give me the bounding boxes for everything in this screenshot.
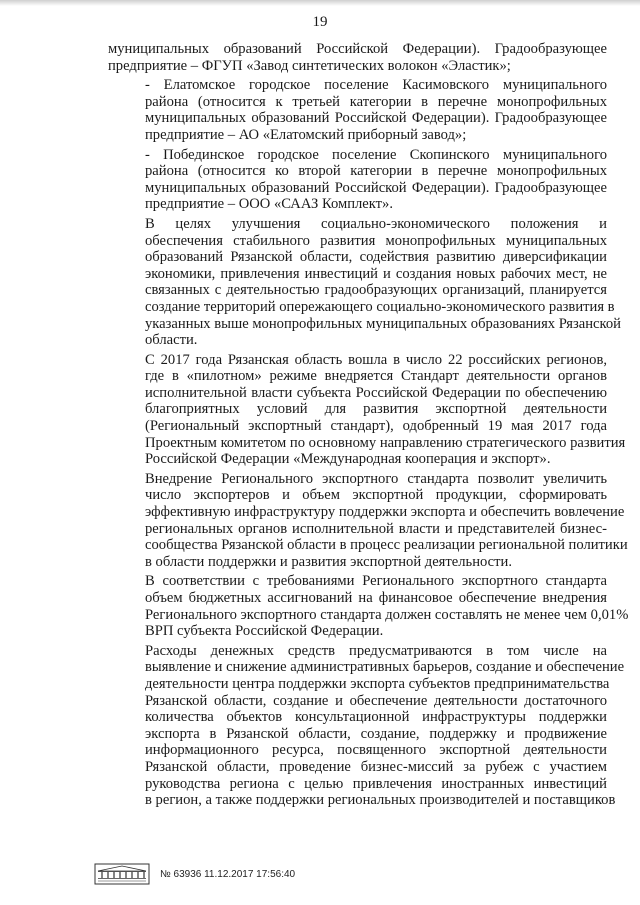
- text-line: (Региональный экспортный стандарт), одобренный 19 мая 2017 года: [145, 418, 607, 435]
- text-line: число экспортеров и объем экспортной продукции, сформировать: [145, 487, 607, 504]
- text-line: В соответствии с требованиями Регионального экспортного стандарта: [145, 573, 607, 590]
- text-line: создание территорий опережающего социально-экономического развития в: [145, 298, 615, 315]
- text-line: информационного ресурса, посвященного экспортной деятельности: [145, 742, 607, 759]
- text-line: деятельности центра поддержки экспорта субъектов предпринимательства: [145, 675, 610, 692]
- text-line: указанных выше монопрофильных муниципальных образованиях Рязанской: [145, 315, 621, 332]
- text-line: в области поддержки и развития экспортной деятельности.: [145, 553, 512, 570]
- text-line: исполнительной власти субъекта Российской Федерации по обеспечению: [145, 384, 607, 401]
- paragraph: [108, 573, 629, 640]
- page-top-edge: [0, 0, 640, 6]
- document-body: [108, 41, 629, 809]
- text-line: обеспечения стабильного развития монопрофильных муниципальных: [145, 232, 607, 249]
- document-footer: [94, 862, 295, 886]
- text-line: связанных с деятельностью градообразующих организаций, планируется: [145, 282, 607, 299]
- text-line: Расходы денежных средств предусматриваются в том числе на: [145, 642, 607, 659]
- text-line: образований Рязанской области, содействия развитию диверсификации: [145, 249, 607, 266]
- paragraph: [108, 77, 607, 143]
- text-line: сообщества Рязанской области в процесс реализации региональной политики: [145, 537, 628, 554]
- text-line: в регион, а также поддержки региональных производителей и поставщиков: [145, 792, 616, 809]
- text-line: Внедрение Регионального экспортного стандарта позволит увеличить: [145, 470, 607, 487]
- document-id: № 63936 11.12.2017 17:56:40: [160, 868, 296, 880]
- text-line: экономики, привлечения инвестиций и создания новых рабочих мест, не: [145, 265, 607, 282]
- text-line: выявление и снижение административных барьеров, создание и обеспечение: [145, 659, 625, 676]
- text-line: - Побединское городское поселение Скопинского муниципального: [145, 146, 607, 163]
- paragraph: [108, 215, 621, 349]
- text-line: муниципальных образований Российской Федерации). Градообразующее: [145, 179, 607, 196]
- paragraph: [108, 147, 607, 213]
- text-line: Российской Федерации «Международная кооперация и экспорт».: [145, 451, 551, 468]
- text-line: С 2017 года Рязанская область вошла в число 22 российских регионов,: [145, 351, 607, 368]
- text-line: Рязанской области, проведение бизнес-миссий за рубеж с участием: [145, 758, 607, 775]
- text-line: экспорта в Рязанской области, создание, поддержку и продвижение: [145, 725, 607, 742]
- text-line: эффективную инфраструктуру поддержки экспорта и обеспечить вовлечение: [145, 504, 625, 521]
- paragraph: [108, 351, 626, 468]
- text-line: ВРП субъекта Российской Федерации.: [145, 623, 384, 640]
- text-line: Регионального экспортного стандарта должен составлять не менее чем 0,01%: [145, 606, 629, 623]
- paragraph: [108, 642, 625, 809]
- paragraph: [108, 470, 628, 571]
- text-line: муниципальных образований Российской Федерации). Градообразующее: [145, 110, 607, 127]
- text-line: района (относится к третьей категории в перечне монопрофильных: [145, 93, 607, 110]
- page-number: 19: [312, 14, 328, 30]
- government-building-stamp-icon: [94, 863, 150, 885]
- paragraph: [108, 41, 607, 74]
- text-line: области.: [145, 332, 198, 349]
- text-line: руководства региона с целью привлечения иностранных инвестиций: [145, 775, 607, 792]
- text-line: предприятие – АО «Елатомский приборный завод»;: [145, 126, 467, 143]
- text-line: муниципальных образований Российской Федерации). Градообразующее: [108, 41, 607, 57]
- text-line: благоприятных условий для развития экспортной деятельности: [145, 401, 607, 418]
- text-line: - Елатомское городское поселение Касимовского муниципального: [145, 77, 607, 94]
- text-line: района (относится ко второй категории в перечне монопрофильных: [145, 163, 607, 180]
- text-line: Рязанской области, создание и обеспечение деятельности достаточного: [145, 692, 607, 709]
- text-line: Проектным комитетом по основному направлению стратегического развития: [145, 434, 626, 451]
- text-line: В целях улучшения социально-экономического положения и: [145, 215, 607, 232]
- text-line: где в «пилотном» режиме внедряется Стандарт деятельности органов: [145, 368, 607, 385]
- text-line: объем бюджетных ассигнований на финансовое обеспечение внедрения: [145, 590, 607, 606]
- text-line: предприятие – ООО «СААЗ Комплект».: [145, 196, 394, 213]
- text-line: предприятие – ФГУП «Завод синтетических волокон «Эластик»;: [108, 57, 511, 74]
- text-line: количества объектов консультационной инфраструктуры поддержки: [145, 709, 607, 726]
- text-line: региональных органов исполнительной власти и представителей бизнес-: [145, 520, 607, 537]
